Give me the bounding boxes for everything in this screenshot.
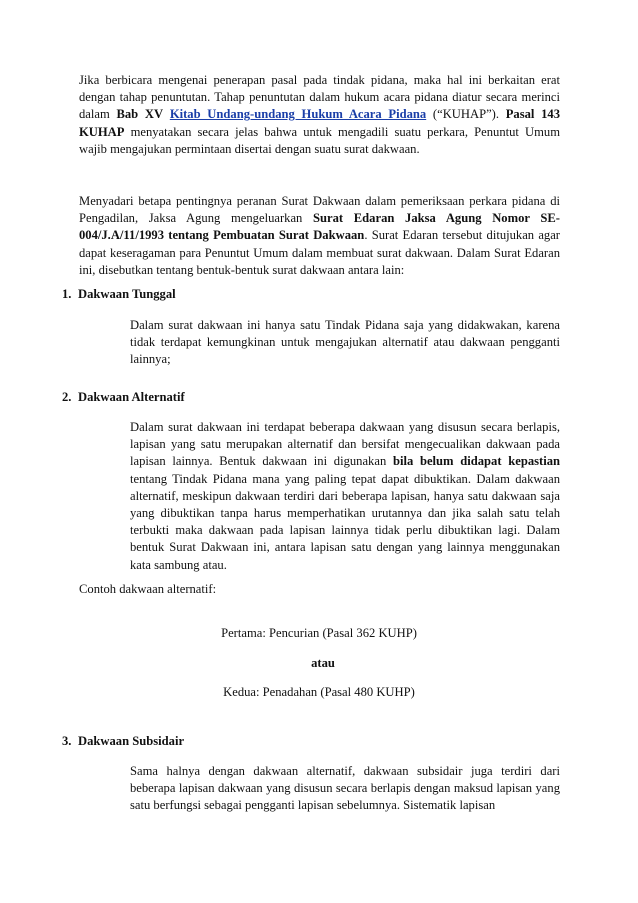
kuhap-link[interactable]: Kitab Undang-undang Hukum Acara Pidana bbox=[169, 107, 427, 122]
item-1-title: Dakwaan Tunggal bbox=[78, 287, 176, 301]
item2-text-1: Dalam surat dakwaan ini terdapat beberapa dakwaan yang disusun secara berlapis, lapisan yang satu merupakan alternatif dan bersifat mengecualikan dakwaan pada lapisan lainnya. Bentuk dakwaan ini digunakan bbox=[130, 420, 560, 469]
item-3-heading bbox=[62, 733, 184, 750]
intro-paragraph-2 bbox=[79, 193, 560, 279]
example-label: Contoh dakwaan alternatif: bbox=[79, 582, 217, 596]
item2-text-2: tentang Tindak Pidana mana yang paling tepat dapat dibuktikan. Dalam dakwaan alternatif, meskipun dakwaan terdiri dari beberapa lapisan, hanya satu dakwaan saja yang dibuktikan tanpa harus memperhatikan urutannya dan jika salah satu telah terbukti maka dakwaan pada lapisan lainnya tidak perlu dibuktikan lagi. Dalam bentuk Surat Dakwaan ini, antara lapisan satu dengan yang lainnya menggunakan kata sambung atau. bbox=[130, 471, 560, 572]
intro1-text-1: Jika berbicara mengenai penerapan pasal pada tindak pidana, maka hal ini berkaitan erat dengan tahap penuntutan. Tahap penuntutan dalam hukum acara pidana diatur secara merinci dalam bbox=[79, 73, 560, 122]
example-second: Kedua: Penadahan (Pasal 480 KUHP) bbox=[223, 685, 415, 699]
item-2-body bbox=[130, 419, 560, 574]
item-2-title: Dakwaan Alternatif bbox=[78, 390, 185, 404]
intro-paragraph-1 bbox=[79, 72, 560, 158]
intro1-text-2: (“KUHAP”). bbox=[426, 107, 506, 122]
item-1-number: 1. bbox=[62, 287, 72, 301]
item-3-title: Dakwaan Subsidair bbox=[78, 734, 185, 748]
item-3-body: Sama halnya dengan dakwaan alternatif, dakwaan subsidair juga terdiri dari beberapa lapisan dakwaan yang disusun secara berlapis dengan maksud lapisan yang satu berfungsi sebagai pengganti lapisan sebelumnya. Sistematik lapisan bbox=[130, 764, 560, 813]
item-1-heading bbox=[62, 286, 176, 303]
intro2-text-2: . Surat Edaran tersebut ditujukan agar dapat keseragaman para Penuntut Umum dalam membuat surat dakwaan. Dalam Surat Edaran ini, disebutkan tentang bentuk-bentuk surat dakwaan antara lain: bbox=[79, 228, 561, 277]
item-2-number: 2. bbox=[62, 390, 72, 404]
item-3-number: 3. bbox=[62, 734, 72, 748]
intro1-bab: Bab XV bbox=[116, 107, 164, 122]
intro2-text-1: Menyadari betapa pentingnya peranan Surat Dakwaan dalam pemeriksaan perkara pidana di Pengadilan, Jaksa Agung mengeluarkan bbox=[79, 194, 560, 226]
item-1-body: Dalam surat dakwaan ini hanya satu Tindak Pidana saja yang didakwakan, karena tidak terdapat kemungkinan untuk mengajukan alternatif atau dakwaan pengganti lainnya; bbox=[130, 318, 560, 367]
intro2-bold: Surat Edaran Jaksa Agung Nomor SE-004/J.A/11/1993 tentang Pembuatan Surat Dakwaan bbox=[79, 211, 561, 243]
intro1-text-3: menyatakan secara jelas bahwa untuk mengadili suatu perkara, Penuntut Umum wajib mengajukan permintaan disertai dengan suatu surat dakwaan. bbox=[79, 124, 560, 156]
item2-bold: bila belum didapat kepastian bbox=[392, 454, 561, 469]
example-or: atau bbox=[311, 656, 335, 670]
item-2-heading bbox=[62, 389, 185, 406]
example-first: Pertama: Pencurian (Pasal 362 KUHP) bbox=[221, 626, 417, 640]
intro1-pasal: Pasal 143 KUHAP bbox=[79, 107, 561, 139]
